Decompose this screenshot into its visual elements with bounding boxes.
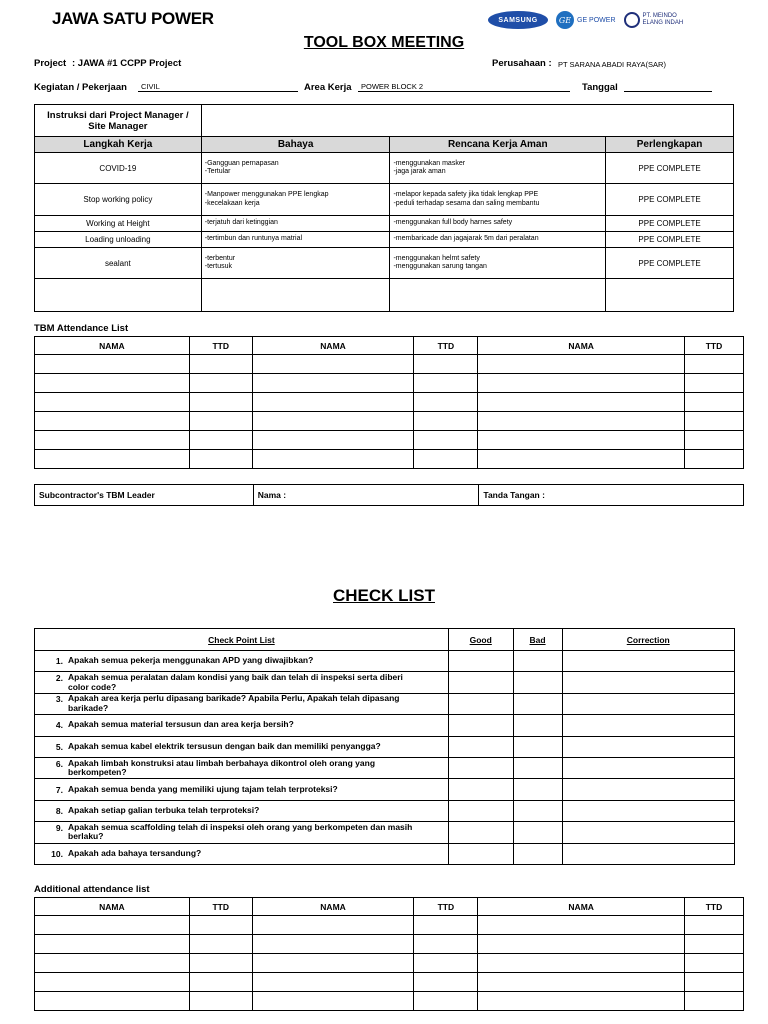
empty-cell[interactable] — [35, 279, 202, 312]
table-row — [35, 153, 734, 184]
area-field[interactable] — [358, 80, 570, 92]
bad-cell[interactable] — [513, 757, 562, 778]
add-cell[interactable] — [189, 973, 252, 992]
add-cell[interactable] — [35, 916, 190, 935]
add-cell[interactable] — [685, 954, 744, 973]
add-cell[interactable] — [414, 973, 478, 992]
bad-cell[interactable] — [513, 715, 562, 736]
add-col-nama: NAMA — [35, 898, 190, 916]
add-col-ttd: TTD — [414, 898, 478, 916]
area-value: POWER BLOCK 2 — [361, 82, 424, 91]
add-cell[interactable] — [252, 954, 414, 973]
empty-cell[interactable] — [201, 279, 390, 312]
table-row — [35, 992, 744, 1011]
correction-cell[interactable] — [562, 651, 735, 672]
att-cell[interactable] — [414, 450, 478, 469]
table-row — [35, 355, 744, 374]
add-cell[interactable] — [35, 935, 190, 954]
att-col-ttd: TTD — [189, 337, 252, 355]
add-cell[interactable] — [685, 973, 744, 992]
check-item: 8. Apakah setiap galian terbuka telah terproteksi? — [35, 800, 449, 821]
att-cell[interactable] — [685, 355, 744, 374]
table-row — [35, 431, 744, 450]
correction-cell[interactable] — [562, 693, 735, 714]
check-item: 4. Apakah semua material tersusun dan area kerja bersih? — [35, 715, 449, 736]
toolbox-table — [34, 104, 734, 312]
bahaya-cell: -tertimbun dan runtunya matrial — [201, 232, 390, 248]
table-row — [35, 412, 744, 431]
check-item: 1. Apakah semua pekerja menggunakan APD yang diwajibkan? — [35, 651, 449, 672]
table-row — [35, 843, 735, 864]
add-cell[interactable] — [189, 954, 252, 973]
rencana-cell: -melapor kepada safety jika tidak lengkap PPE -peduli terhadap sesama dan saling membantu — [390, 184, 606, 216]
project-label: Project — [34, 58, 67, 69]
att-cell[interactable] — [252, 374, 414, 393]
check-item: 3. Apakah area kerja perlu dipasang barikade? Apabila Perlu, Apakah telah dipasang barikade? — [35, 693, 449, 714]
add-cell[interactable] — [478, 935, 685, 954]
bad-cell[interactable] — [513, 672, 562, 693]
bad-cell[interactable] — [513, 843, 562, 864]
col-perlengkapan: Perlengkapan — [606, 137, 734, 153]
table-row — [35, 736, 735, 757]
att-cell[interactable] — [685, 374, 744, 393]
add-cell[interactable] — [189, 992, 252, 1011]
rekayasa-line2: ELANG INDAH — [642, 20, 684, 26]
page-title: TOOL BOX MEETING — [303, 34, 465, 51]
att-cell[interactable] — [189, 450, 252, 469]
ge-icon: GE — [556, 11, 574, 29]
tanggal-label: Tanggal — [582, 82, 618, 93]
att-cell[interactable] — [478, 393, 685, 412]
rencana-cell: -menggunakan helmt safety -menggunakan sarung tangan — [390, 248, 606, 279]
add-cell[interactable] — [478, 916, 685, 935]
table-row — [35, 779, 735, 800]
correction-cell[interactable] — [562, 672, 735, 693]
kegiatan-value: CIVIL — [141, 82, 160, 91]
perlengkapan-cell: PPE COMPLETE — [606, 153, 734, 184]
att-cell[interactable] — [252, 450, 414, 469]
instruksi-label: Instruksi dari Project Manager / Site Manager — [35, 105, 202, 137]
good-cell[interactable] — [448, 779, 513, 800]
bad-cell[interactable] — [513, 800, 562, 821]
att-cell[interactable] — [685, 412, 744, 431]
good-cell[interactable] — [448, 843, 513, 864]
subcontractor-table — [34, 484, 744, 506]
att-cell[interactable] — [478, 431, 685, 450]
table-row — [35, 232, 734, 248]
check-item: 7. Apakah semua benda yang memiliki ujung tajam telah terproteksi? — [35, 779, 449, 800]
table-row — [35, 393, 744, 412]
perlengkapan-cell: PPE COMPLETE — [606, 232, 734, 248]
samsung-logo: SAMSUNG — [488, 11, 548, 29]
checklist-table — [34, 628, 735, 865]
project-value: : JAWA #1 CCPP Project — [72, 58, 182, 69]
rekayasa-logo — [624, 12, 684, 28]
table-row — [35, 248, 734, 279]
perlengkapan-cell: PPE COMPLETE — [606, 248, 734, 279]
att-cell[interactable] — [189, 412, 252, 431]
tbm-leader-label: Subcontractor's TBM Leader — [35, 485, 254, 506]
add-cell[interactable] — [189, 935, 252, 954]
correction-cell[interactable] — [562, 715, 735, 736]
table-row — [35, 954, 744, 973]
col-rencana: Rencana Kerja Aman — [390, 137, 606, 153]
rekayasa-icon — [624, 12, 640, 28]
add-cell[interactable] — [685, 916, 744, 935]
attendance-title: TBM Attendance List — [34, 323, 129, 334]
bahaya-cell: -Manpower menggunakan PPE lengkap -kecelakaan kerja — [201, 184, 390, 216]
table-row — [35, 216, 734, 232]
att-cell[interactable] — [685, 393, 744, 412]
bahaya-cell: -Gangguan pernapasan -Tertular — [201, 153, 390, 184]
col-correction: Correction — [562, 629, 735, 651]
good-cell[interactable] — [448, 693, 513, 714]
add-col-ttd: TTD — [189, 898, 252, 916]
langkah-cell: Working at Height — [35, 216, 202, 232]
additional-title: Additional attendance list — [34, 884, 150, 895]
langkah-cell: Stop working policy — [35, 184, 202, 216]
table-row — [35, 374, 744, 393]
att-col-nama: NAMA — [252, 337, 414, 355]
rencana-cell: -membaricade dan jagajarak 5m dari peralatan — [390, 232, 606, 248]
att-cell[interactable] — [252, 412, 414, 431]
langkah-cell: COVID-19 — [35, 153, 202, 184]
empty-cell[interactable] — [606, 279, 734, 312]
kegiatan-field[interactable] — [138, 80, 298, 92]
rekayasa-line1: PT. MEINDO — [642, 13, 677, 19]
good-cell[interactable] — [448, 651, 513, 672]
att-cell[interactable] — [252, 355, 414, 374]
correction-cell[interactable] — [562, 800, 735, 821]
add-col-nama: NAMA — [252, 898, 414, 916]
att-cell[interactable] — [189, 374, 252, 393]
perusahaan-label: Perusahaan : — [492, 58, 552, 69]
add-cell[interactable] — [478, 954, 685, 973]
table-row — [35, 935, 744, 954]
table-row — [35, 693, 735, 714]
good-cell[interactable] — [448, 822, 513, 843]
col-check-point: Check Point List — [35, 629, 449, 651]
table-row — [35, 715, 735, 736]
good-cell[interactable] — [448, 672, 513, 693]
att-cell[interactable] — [414, 431, 478, 450]
empty-cell[interactable] — [390, 279, 606, 312]
att-cell[interactable] — [414, 374, 478, 393]
perlengkapan-cell: PPE COMPLETE — [606, 216, 734, 232]
table-row — [35, 800, 735, 821]
nama-field[interactable]: Nama : — [253, 485, 479, 506]
bahaya-cell: -terbentur -tertusuk — [201, 248, 390, 279]
bad-cell[interactable] — [513, 736, 562, 757]
add-cell[interactable] — [414, 935, 478, 954]
correction-cell[interactable] — [562, 843, 735, 864]
att-cell[interactable] — [414, 355, 478, 374]
rencana-cell: -menggunakan masker -jaga jarak aman — [390, 153, 606, 184]
add-cell[interactable] — [189, 916, 252, 935]
good-cell[interactable] — [448, 736, 513, 757]
att-cell[interactable] — [35, 412, 190, 431]
ge-power-logo — [556, 11, 616, 29]
perlengkapan-cell: PPE COMPLETE — [606, 184, 734, 216]
add-cell[interactable] — [35, 954, 190, 973]
att-col-nama: NAMA — [478, 337, 685, 355]
table-row — [35, 184, 734, 216]
table-row — [35, 450, 744, 469]
tanggal-field[interactable] — [624, 80, 712, 92]
langkah-cell: sealant — [35, 248, 202, 279]
add-cell[interactable] — [252, 992, 414, 1011]
att-cell[interactable] — [478, 355, 685, 374]
brand-logo: JAWA SATU POWER — [52, 9, 214, 28]
correction-cell[interactable] — [562, 736, 735, 757]
add-col-nama: NAMA — [478, 898, 685, 916]
bahaya-cell: -terjatuh dari ketinggian — [201, 216, 390, 232]
check-item: 6. Apakah limbah konstruksi atau limbah berbahaya dikontrol oleh orang yang berkompeten? — [35, 757, 449, 778]
add-cell[interactable] — [414, 916, 478, 935]
add-cell[interactable] — [685, 935, 744, 954]
att-cell[interactable] — [478, 374, 685, 393]
add-cell[interactable] — [35, 992, 190, 1011]
tanda-tangan-field[interactable]: Tanda Tangan : — [479, 485, 744, 506]
good-cell[interactable] — [448, 800, 513, 821]
ge-power-label: GE POWER — [577, 16, 616, 24]
att-cell[interactable] — [189, 355, 252, 374]
partner-logos — [488, 10, 683, 30]
check-item: 5. Apakah semua kabel elektrik tersusun dengan baik dan memiliki penyangga? — [35, 736, 449, 757]
att-cell[interactable] — [35, 450, 190, 469]
perusahaan-value: PT SARANA ABADI RAYA(SAR) — [558, 60, 666, 69]
correction-cell[interactable] — [562, 757, 735, 778]
add-cell[interactable] — [35, 973, 190, 992]
bad-cell[interactable] — [513, 693, 562, 714]
col-bad: Bad — [513, 629, 562, 651]
att-cell[interactable] — [35, 374, 190, 393]
att-cell[interactable] — [414, 412, 478, 431]
att-cell[interactable] — [189, 431, 252, 450]
add-cell[interactable] — [414, 954, 478, 973]
check-item: 2. Apakah semua peralatan dalam kondisi yang baik dan telah di inspeksi serta diberi color code? — [35, 672, 449, 693]
area-label: Area Kerja — [304, 82, 352, 93]
correction-cell[interactable] — [562, 779, 735, 800]
additional-attendance-table — [34, 897, 744, 1011]
col-bahaya: Bahaya — [201, 137, 390, 153]
att-cell[interactable] — [35, 355, 190, 374]
att-cell[interactable] — [478, 412, 685, 431]
instruksi-field[interactable] — [201, 105, 733, 137]
table-row — [35, 651, 735, 672]
add-cell[interactable] — [414, 992, 478, 1011]
att-cell[interactable] — [35, 431, 190, 450]
col-langkah: Langkah Kerja — [35, 137, 202, 153]
kegiatan-label: Kegiatan / Pekerjaan — [34, 82, 127, 93]
add-cell[interactable] — [478, 973, 685, 992]
att-col-ttd: TTD — [414, 337, 478, 355]
correction-cell[interactable] — [562, 822, 735, 843]
check-item: 10. Apakah ada bahaya tersandung? — [35, 843, 449, 864]
attendance-table — [34, 336, 744, 469]
att-cell[interactable] — [252, 393, 414, 412]
bad-cell[interactable] — [513, 822, 562, 843]
good-cell[interactable] — [448, 757, 513, 778]
add-col-ttd: TTD — [685, 898, 744, 916]
att-cell[interactable] — [35, 393, 190, 412]
att-cell[interactable] — [252, 431, 414, 450]
add-cell[interactable] — [685, 992, 744, 1011]
table-row — [35, 672, 735, 693]
att-cell[interactable] — [414, 393, 478, 412]
att-cell[interactable] — [685, 431, 744, 450]
table-row — [35, 822, 735, 843]
att-cell[interactable] — [478, 450, 685, 469]
table-row-empty — [35, 279, 734, 312]
bad-cell[interactable] — [513, 651, 562, 672]
add-cell[interactable] — [252, 916, 414, 935]
check-item: 9. Apakah semua scaffolding telah di inspeksi oleh orang yang berkompeten dan masih berlaku? — [35, 822, 449, 843]
att-col-nama: NAMA — [35, 337, 190, 355]
att-col-ttd: TTD — [685, 337, 744, 355]
checklist-title: CHECK LIST — [333, 586, 435, 605]
add-cell[interactable] — [252, 935, 414, 954]
table-row — [35, 916, 744, 935]
langkah-cell: Loading unloading — [35, 232, 202, 248]
add-cell[interactable] — [252, 973, 414, 992]
att-cell[interactable] — [189, 393, 252, 412]
good-cell[interactable] — [448, 715, 513, 736]
add-cell[interactable] — [478, 992, 685, 1011]
att-cell[interactable] — [685, 450, 744, 469]
col-good: Good — [448, 629, 513, 651]
table-row — [35, 757, 735, 778]
table-row — [35, 973, 744, 992]
bad-cell[interactable] — [513, 779, 562, 800]
rencana-cell: -menggunakan full body harnes safety — [390, 216, 606, 232]
